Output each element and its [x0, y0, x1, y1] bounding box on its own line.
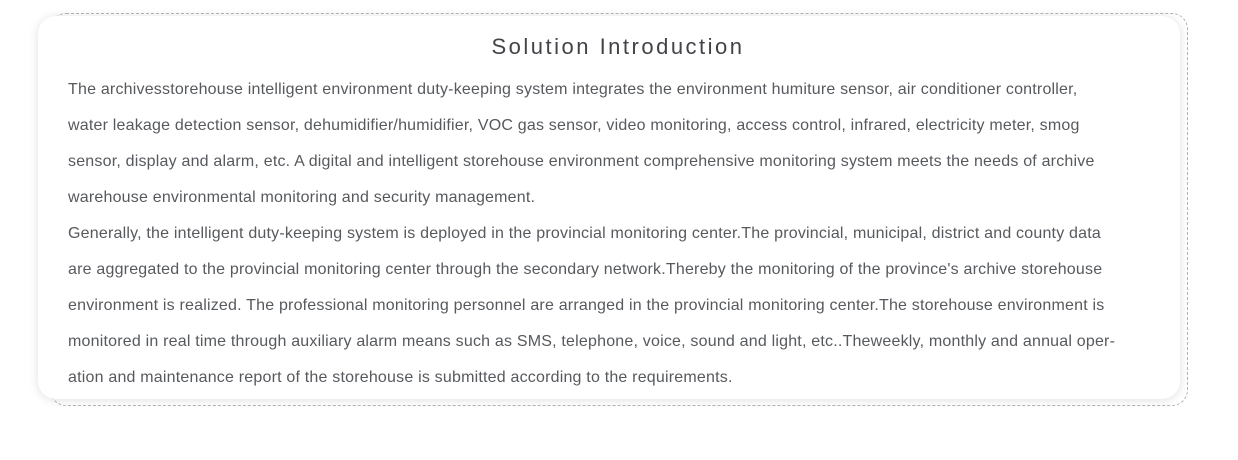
paragraph-line: ation and maintenance report of the storehouse is submitted according to the requirements.: [68, 369, 733, 386]
paragraph-line: are aggregated to the provincial monitoring center through the secondary network.Thereby the monitoring of the province's archive storehouse: [68, 261, 1103, 278]
paragraph-line: Generally, the intelligent duty-keeping system is deployed in the provincial monitoring center.The provincial, municipal, district and county data: [68, 225, 1101, 242]
solution-introduction-card: [38, 16, 1180, 399]
intro-paragraph-1: [68, 72, 1168, 216]
paragraph-line: The archivesstorehouse intelligent environment duty-keeping system integrates the environment humiture sensor, air conditioner controller,: [68, 81, 1078, 98]
paragraph-line: monitored in real time through auxiliary alarm means such as SMS, telephone, voice, sound and light, etc..Theweekly, monthly and annual oper-: [68, 333, 1116, 350]
page-title: Solution Introduction: [491, 34, 745, 59]
paragraph-line: sensor, display and alarm, etc. A digital and intelligent storehouse environment comprehensive monitoring system meets the needs of archive: [68, 153, 1095, 170]
intro-paragraph-2: [68, 216, 1168, 396]
paragraph-line: warehouse environmental monitoring and security management.: [68, 189, 536, 206]
paragraph-line: environment is realized. The professional monitoring personnel are arranged in the provincial monitoring center.The storehouse environment is: [68, 297, 1105, 314]
paragraph-line: water leakage detection sensor, dehumidifier/humidifier, VOC gas sensor, video monitoring, access control, infrared, electricity meter, smog: [68, 117, 1080, 134]
